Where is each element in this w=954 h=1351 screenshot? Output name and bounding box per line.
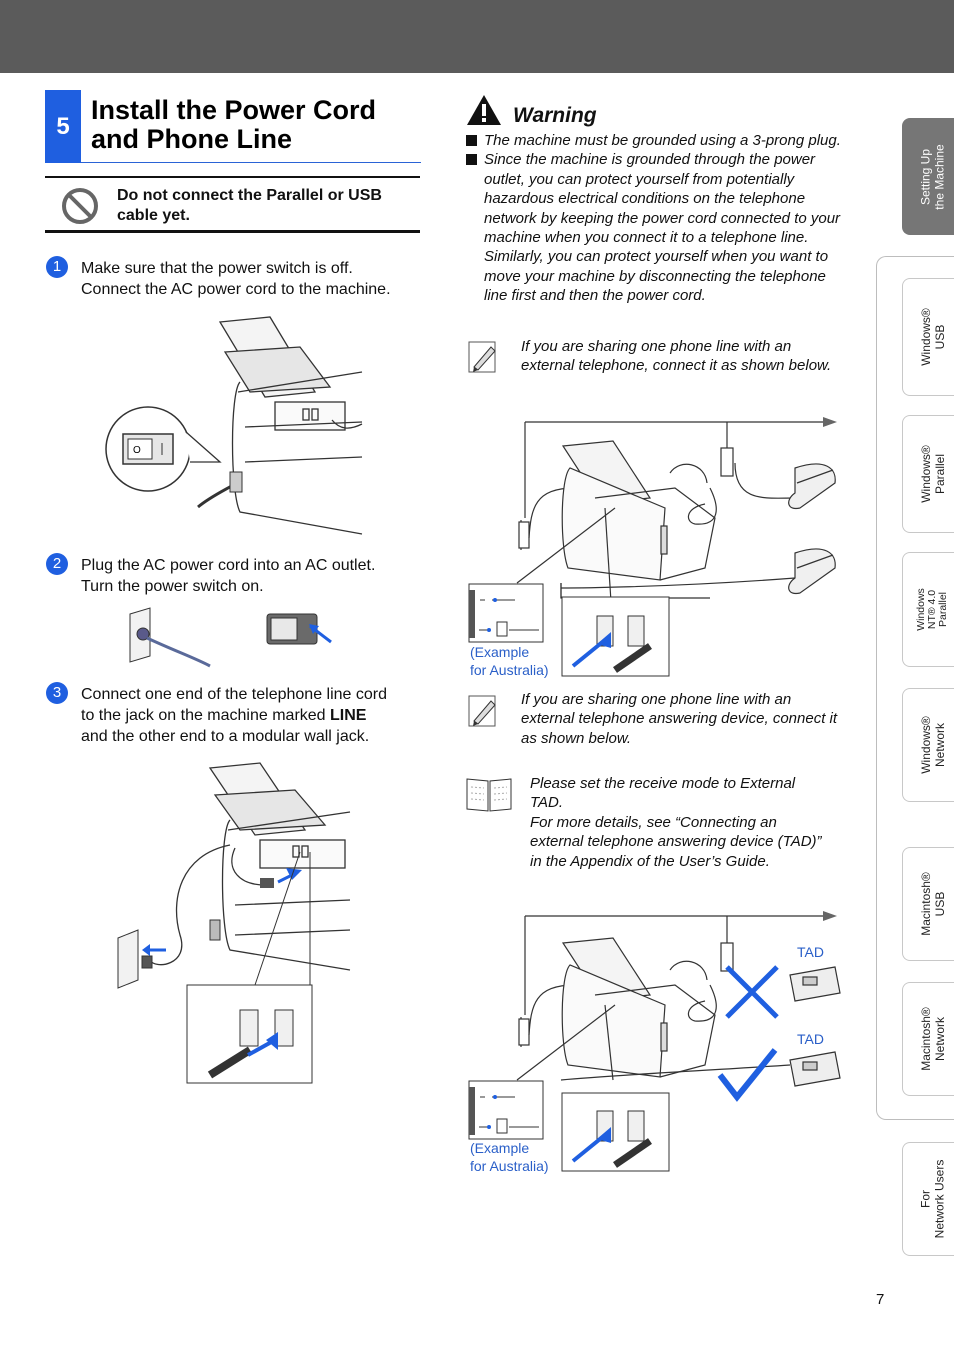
step-3-line-2-text: to the jack on the machine marked xyxy=(81,707,331,724)
title-line-2: and Phone Line xyxy=(91,124,293,154)
warning-icon xyxy=(466,94,502,126)
step-2-line-1: Plug the AC power cord into an AC outlet. xyxy=(81,557,376,574)
line-jack-label: LINE xyxy=(330,707,367,724)
caption-line-2: for Australia) xyxy=(470,1158,549,1174)
tad-device-top xyxy=(790,967,840,1001)
page-number: 7 xyxy=(876,1291,885,1308)
title-underline xyxy=(81,162,421,163)
example-caption-1 xyxy=(470,643,549,679)
note-pencil-icon xyxy=(467,693,499,729)
page-title xyxy=(91,96,421,154)
tab-windows-usb[interactable] xyxy=(902,278,954,396)
svg-text:O: O xyxy=(133,445,141,456)
tab-windows-network[interactable] xyxy=(902,688,954,802)
step-3-number: 3 xyxy=(46,682,68,704)
caution-line-1: Do not connect the Parallel or USB xyxy=(117,187,382,204)
tad-device-bottom xyxy=(790,1052,840,1086)
outlet-and-switch-illustration xyxy=(125,606,335,668)
power-cord-machine-illustration xyxy=(100,312,370,542)
warning-item: The machine must be grounded using a 3-prong plug. xyxy=(466,131,846,150)
tab-label: Macintosh® Network xyxy=(918,1007,947,1071)
book-icon xyxy=(465,775,513,813)
telephone-bottom xyxy=(789,549,836,594)
reference-text xyxy=(530,774,830,871)
phone-line-connection-illustration xyxy=(110,760,355,1090)
tab-label: Setting Up the Machine xyxy=(918,143,947,210)
step-3-line-2 xyxy=(81,705,426,726)
title-line-1: Install the Power Cord xyxy=(91,95,377,125)
tab-windows-parallel[interactable] xyxy=(902,415,954,533)
caution-line-2: cable yet. xyxy=(117,207,190,224)
reference-line-2: For more details, see “Connecting an external telephone answering device (TAD)” in the Appendix of the User’s Guide. xyxy=(530,813,822,870)
tad-connection-diagram xyxy=(465,905,845,1175)
step-2-number: 2 xyxy=(46,553,68,575)
step-1-line-1: Make sure that the power switch is off. xyxy=(81,260,353,277)
prohibited-icon xyxy=(61,187,99,225)
note-pencil-icon xyxy=(467,339,499,375)
warning-list xyxy=(466,131,846,306)
warning-item: Since the machine is grounded through the power outlet, you can protect yourself from potentially hazardous electrical conditions on the telephone network by keeping the power cord connected to your machine when you connect it to a telephone line. Similarly, you can protect yourself when you want to move your machine by disconnecting the telephone line first and then the power cord. xyxy=(466,150,846,305)
step-1-number: 1 xyxy=(46,256,68,278)
header-bar xyxy=(0,0,954,73)
step-3-line-3: and the other end to a modular wall jack. xyxy=(81,728,370,745)
tab-label: Windows NT® 4.0 Parallel xyxy=(914,588,949,631)
tab-macintosh-usb[interactable] xyxy=(902,847,954,961)
caption-line-1: (Example xyxy=(470,1140,530,1156)
step-1-line-2: Connect the AC power cord to the machine. xyxy=(81,281,391,298)
tab-for-network-users[interactable] xyxy=(902,1142,954,1256)
tab-macintosh-network[interactable] xyxy=(902,982,954,1096)
step-number-badge: 5 xyxy=(45,90,81,163)
reference-line-1: Please set the receive mode to External TAD. xyxy=(530,775,796,812)
note-text-answering-device: If you are sharing one phone line with an external telephone answering device, connect it as shown below. xyxy=(521,691,838,747)
caption-line-1: (Example xyxy=(470,644,530,660)
tab-setting-up-machine[interactable] xyxy=(902,118,954,235)
tab-label: Windows® Parallel xyxy=(918,445,947,503)
caution-box xyxy=(45,176,420,233)
telephone-top xyxy=(789,464,836,509)
step-2-text xyxy=(81,555,426,597)
step-3-line-1: Connect one end of the telephone line cord xyxy=(81,686,388,703)
tab-label: For Network Users xyxy=(918,1159,947,1239)
tab-windows-nt-parallel[interactable] xyxy=(902,552,954,667)
note-text-external-phone: If you are sharing one phone line with an external telephone, connect it as shown below. xyxy=(521,338,832,375)
tab-label: Windows® USB xyxy=(918,308,947,366)
caution-text xyxy=(117,186,417,226)
check-mark-icon xyxy=(720,1050,775,1097)
tab-label: Macintosh® USB xyxy=(918,872,947,936)
step-1-text xyxy=(81,258,426,300)
step-3-text xyxy=(81,684,426,747)
example-caption-2 xyxy=(470,1139,549,1175)
warning-title: Warning xyxy=(513,104,597,127)
cross-mark-icon xyxy=(727,967,777,1017)
step-2-line-2: Turn the power switch on. xyxy=(81,578,264,595)
tad-label-top: TAD xyxy=(797,944,824,960)
tab-label: Windows® Network xyxy=(918,716,947,774)
caption-line-2: for Australia) xyxy=(470,662,549,678)
tad-label-bottom: TAD xyxy=(797,1031,824,1047)
external-telephone-diagram xyxy=(465,408,845,680)
